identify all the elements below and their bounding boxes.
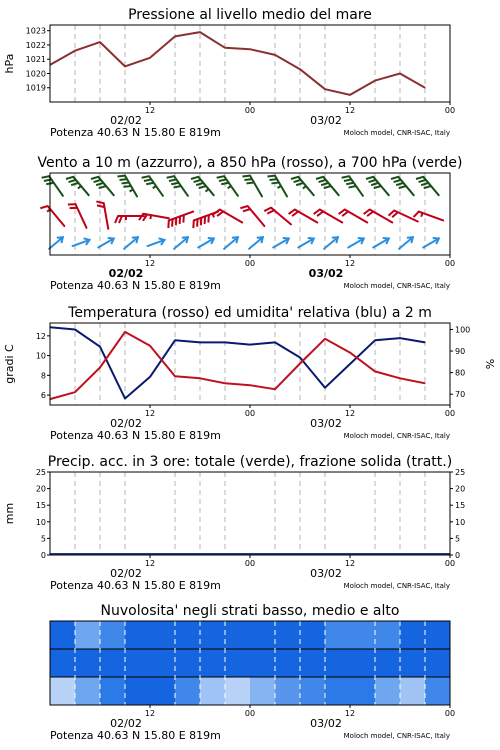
wind-barb <box>117 176 137 197</box>
wind-barb <box>124 237 138 249</box>
vertical-gridlines <box>75 472 425 555</box>
wind-barb <box>148 238 165 246</box>
data-point <box>349 363 350 364</box>
x-tick-label: 00 <box>444 409 456 418</box>
cloud-cell <box>325 649 351 677</box>
cloud-cell <box>350 621 376 649</box>
cloud-cell <box>75 649 101 677</box>
pressure-line-points <box>49 32 425 96</box>
cloud-cell <box>250 677 276 705</box>
cloud-cell <box>50 677 76 705</box>
wind-barb <box>314 210 343 223</box>
y-tick-label: 6 <box>40 391 46 401</box>
data-point <box>424 383 425 384</box>
wind-barb <box>342 176 363 196</box>
y-tick-label: 10 <box>35 517 46 527</box>
vertical-gridlines <box>75 25 425 102</box>
cloud-cell <box>175 677 201 705</box>
temperature-line <box>50 332 425 399</box>
cloud-cell <box>400 649 426 677</box>
cloud-cell <box>150 677 176 705</box>
cloud-cell <box>75 621 101 649</box>
panel-title: Precip. acc. in 3 ore: totale (verde), frazione solida (tratt.) <box>47 454 453 470</box>
plot-frame <box>50 323 450 405</box>
humidity-line-points <box>49 327 425 399</box>
wind-barb <box>399 237 413 249</box>
cloud-cell <box>200 621 226 649</box>
y2-axis <box>450 468 465 560</box>
cloud-cell <box>375 621 401 649</box>
data-point <box>349 352 350 353</box>
wind-barb <box>249 237 263 249</box>
wind-barb <box>391 177 414 195</box>
cloud-cell <box>375 649 401 677</box>
wind-barbs-850-hPa <box>40 201 443 228</box>
cloud-cell <box>350 649 376 677</box>
y-tick-label: 1020 <box>25 69 46 79</box>
wind-barb <box>373 238 389 248</box>
data-point <box>374 340 375 341</box>
data-point <box>99 346 100 347</box>
x-tick-label: 12 <box>144 559 156 568</box>
wind-barb <box>174 237 188 249</box>
data-point <box>124 66 125 67</box>
y2-tick-label: 5 <box>455 534 461 544</box>
x-axis <box>50 705 455 742</box>
cloud-cell <box>200 649 226 677</box>
wind-barb <box>217 176 238 196</box>
x-tick-label: 12 <box>344 709 356 718</box>
data-point <box>199 32 200 33</box>
model-credit: Moloch model, CNR-ISAC, Italy <box>343 582 450 590</box>
cloud-cell <box>275 621 301 649</box>
wind-barb <box>339 210 368 223</box>
wind-barb <box>96 201 108 228</box>
cloud-cell <box>100 677 126 705</box>
x-date-label: 02/02 <box>110 114 142 127</box>
x-tick-label: 12 <box>144 409 156 418</box>
wind-barb <box>416 177 439 195</box>
cloud-cell <box>300 677 326 705</box>
wind-barb <box>214 210 243 223</box>
cloud-cell <box>50 621 76 649</box>
x-axis <box>50 405 455 442</box>
wind-barb <box>348 238 364 248</box>
y2-tick-label: 70 <box>455 390 466 400</box>
data-point <box>399 338 400 339</box>
cloud-cell <box>350 677 376 705</box>
wind-barb <box>91 177 114 195</box>
x-date-label: 03/02 <box>308 267 344 280</box>
y-tick-label: 1023 <box>25 26 46 36</box>
vertical-gridlines <box>75 323 425 405</box>
x-date-label: 03/02 <box>310 717 342 730</box>
x-date-label: 03/02 <box>310 567 342 580</box>
x-date-label: 02/02 <box>110 567 142 580</box>
x-date-label: 02/02 <box>110 417 142 430</box>
data-point <box>99 367 100 368</box>
location-label: Potenza 40.63 N 15.80 E 819m <box>50 729 221 742</box>
data-point <box>249 49 250 50</box>
wind-barb <box>366 177 389 195</box>
x-tick-label: 00 <box>244 259 256 268</box>
cloud-cell <box>200 677 226 705</box>
y2-tick-label: 90 <box>455 347 466 357</box>
panel-title: Nuvolosita' negli strati basso, medio e alto <box>100 603 400 619</box>
data-point <box>74 50 75 51</box>
panel-title: Pressione al livello medio del mare <box>128 7 372 23</box>
x-tick-label: 12 <box>144 259 156 268</box>
y-tick-label: 15 <box>35 501 46 511</box>
data-point <box>324 387 325 388</box>
wind-barb <box>264 208 291 225</box>
wind-barb <box>68 204 87 228</box>
data-point <box>374 80 375 81</box>
wind-barb <box>423 238 439 248</box>
x-axis <box>50 555 455 592</box>
y-axis-label: gradi C <box>3 344 16 384</box>
data-point <box>224 47 225 48</box>
cloud-row-alto <box>50 621 451 649</box>
model-credit: Moloch model, CNR-ISAC, Italy <box>343 129 450 137</box>
x-tick-label: 12 <box>344 559 356 568</box>
y2-tick-label: 10 <box>455 517 466 527</box>
x-tick-label: 00 <box>244 409 256 418</box>
data-point <box>399 73 400 74</box>
wind-barb <box>40 206 64 226</box>
model-credit: Moloch model, CNR-ISAC, Italy <box>343 282 450 290</box>
data-point <box>149 376 150 377</box>
cloud-cell <box>225 649 251 677</box>
cloud-cell <box>275 649 301 677</box>
wind-barb <box>142 176 163 196</box>
cloud-cell <box>125 649 151 677</box>
y-tick-label: 25 <box>35 468 46 477</box>
y-axis-label: mm <box>3 502 16 525</box>
y2-tick-label: 80 <box>455 368 466 378</box>
y2-tick-label: 20 <box>455 484 466 494</box>
x-tick-label: 12 <box>344 259 356 268</box>
wind-barb <box>66 177 89 195</box>
y-axis <box>26 27 50 93</box>
model-credit: Moloch model, CNR-ISAC, Italy <box>343 432 450 440</box>
data-point <box>274 342 275 343</box>
location-label: Potenza 40.63 N 15.80 E 819m <box>50 579 221 592</box>
cloud-cell <box>50 649 76 677</box>
cloud-cell <box>175 649 201 677</box>
plot-frame <box>50 472 450 555</box>
x-date-label: 02/02 <box>110 717 142 730</box>
cloud-cell <box>300 649 326 677</box>
y-axis <box>36 468 50 560</box>
data-point <box>199 342 200 343</box>
y-tick-label: 1021 <box>25 55 46 65</box>
x-tick-label: 00 <box>444 259 456 268</box>
cloud-cell <box>100 621 126 649</box>
humidity-line <box>50 327 425 398</box>
pressure-line <box>50 32 425 95</box>
wind-barb <box>167 176 188 196</box>
cloud-cell <box>425 649 451 677</box>
wind-barb <box>364 210 393 223</box>
location-label: Potenza 40.63 N 15.80 E 819m <box>50 429 221 442</box>
location-label: Potenza 40.63 N 15.80 E 819m <box>50 126 221 139</box>
data-point <box>224 383 225 384</box>
data-point <box>124 398 125 399</box>
wind-barb <box>139 214 169 221</box>
wind-barb <box>224 237 238 249</box>
y-tick-label: 0 <box>40 551 46 560</box>
x-tick-label: 00 <box>244 709 256 718</box>
wind-barb <box>240 206 264 226</box>
panel-title: Temperatura (rosso) ed umidita' relativa (blu) a 2 m <box>68 305 432 321</box>
data-point <box>199 378 200 379</box>
cloud-cell <box>400 621 426 649</box>
data-point <box>249 344 250 345</box>
data-point <box>174 340 175 341</box>
data-point <box>274 54 275 55</box>
cloud-cell <box>150 621 176 649</box>
location-label: Potenza 40.63 N 15.80 E 819m <box>50 279 221 292</box>
panel-title: Vento a 10 m (azzurro), a 850 hPa (rosso), a 700 hPa (verde) <box>37 155 463 171</box>
data-point <box>324 89 325 90</box>
wind-barb <box>191 177 214 195</box>
cloud-cell <box>425 621 451 649</box>
cloud-cell <box>125 677 151 705</box>
x-axis <box>50 255 455 292</box>
y2-tick-label: 100 <box>455 325 471 335</box>
x-tick-label: 00 <box>244 559 256 568</box>
y-tick-label: 20 <box>35 484 46 494</box>
x-tick-label: 00 <box>244 106 256 115</box>
y-axis-label: hPa <box>3 53 16 74</box>
data-point <box>274 389 275 390</box>
x-date-label: 03/02 <box>310 114 342 127</box>
data-point <box>349 94 350 95</box>
data-point <box>99 42 100 43</box>
wind-barb <box>298 238 314 248</box>
y2-axis-label: % <box>484 358 497 370</box>
cloud-cell <box>225 621 251 649</box>
wind-barb <box>49 237 63 249</box>
x-tick-label: 12 <box>144 709 156 718</box>
data-point <box>299 357 300 358</box>
y2-tick-label: 15 <box>455 501 466 511</box>
wind-barb <box>242 176 262 197</box>
x-tick-label: 12 <box>144 106 156 115</box>
wind-barb <box>316 177 339 195</box>
data-point <box>124 331 125 332</box>
y-tick-label: 8 <box>40 371 46 381</box>
wind-barb <box>42 176 63 196</box>
data-point <box>424 342 425 343</box>
x-tick-label: 00 <box>444 709 456 718</box>
wind-barb <box>168 212 193 228</box>
cloud-cell <box>400 677 426 705</box>
wind-barb <box>273 238 289 248</box>
data-point <box>374 371 375 372</box>
y-tick-label: 5 <box>40 534 46 544</box>
y-tick-label: 10 <box>35 351 46 361</box>
data-point <box>174 376 175 377</box>
data-point <box>399 378 400 379</box>
y2-axis <box>450 325 470 399</box>
cloud-cell <box>275 677 301 705</box>
data-point <box>324 338 325 339</box>
cloud-cell <box>150 649 176 677</box>
cloud-cell <box>375 677 401 705</box>
y-tick-label: 1022 <box>25 40 46 50</box>
plot-frame <box>50 25 450 102</box>
data-point <box>299 69 300 70</box>
data-point <box>74 329 75 330</box>
wind-barbs-10-m <box>49 237 439 249</box>
wind-barb <box>98 238 114 248</box>
cloud-cell <box>225 677 251 705</box>
cloud-cell <box>250 649 276 677</box>
data-point <box>149 57 150 58</box>
y-tick-label: 1019 <box>25 83 46 93</box>
cloud-cell <box>325 621 351 649</box>
data-point <box>149 345 150 346</box>
wind-barbs-700-hPa <box>42 176 439 197</box>
x-date-label: 02/02 <box>108 267 144 280</box>
model-credit: Moloch model, CNR-ISAC, Italy <box>343 732 450 740</box>
cloud-cell <box>300 621 326 649</box>
data-point <box>174 36 175 37</box>
wind-barb <box>291 177 314 195</box>
cloud-cell <box>175 621 201 649</box>
wind-barb <box>414 212 444 221</box>
cloud-cell <box>250 621 276 649</box>
cloud-cell <box>425 677 451 705</box>
x-tick-label: 12 <box>344 409 356 418</box>
data-point <box>74 392 75 393</box>
data-point <box>224 342 225 343</box>
x-axis <box>50 102 455 139</box>
wind-barb <box>267 176 287 197</box>
x-date-label: 03/02 <box>310 417 342 430</box>
cloud-cell <box>325 677 351 705</box>
data-point <box>424 87 425 88</box>
cloud-cell <box>75 677 101 705</box>
wind-barb <box>198 238 214 248</box>
x-tick-label: 00 <box>444 106 456 115</box>
data-point <box>249 385 250 386</box>
y-tick-label: 12 <box>35 331 46 341</box>
wind-barb <box>289 210 318 223</box>
cloud-cell <box>125 621 151 649</box>
wind-barb <box>324 237 338 249</box>
y2-tick-label: 0 <box>455 551 461 560</box>
data-point <box>299 363 300 364</box>
x-tick-label: 12 <box>344 106 356 115</box>
cloud-row-basso <box>50 677 451 705</box>
temperature-line-points <box>49 331 425 399</box>
y-axis <box>36 332 50 400</box>
x-tick-label: 00 <box>444 559 456 568</box>
y2-tick-label: 25 <box>455 468 466 477</box>
cloud-row-medio <box>50 649 451 677</box>
cloud-cell <box>100 649 126 677</box>
